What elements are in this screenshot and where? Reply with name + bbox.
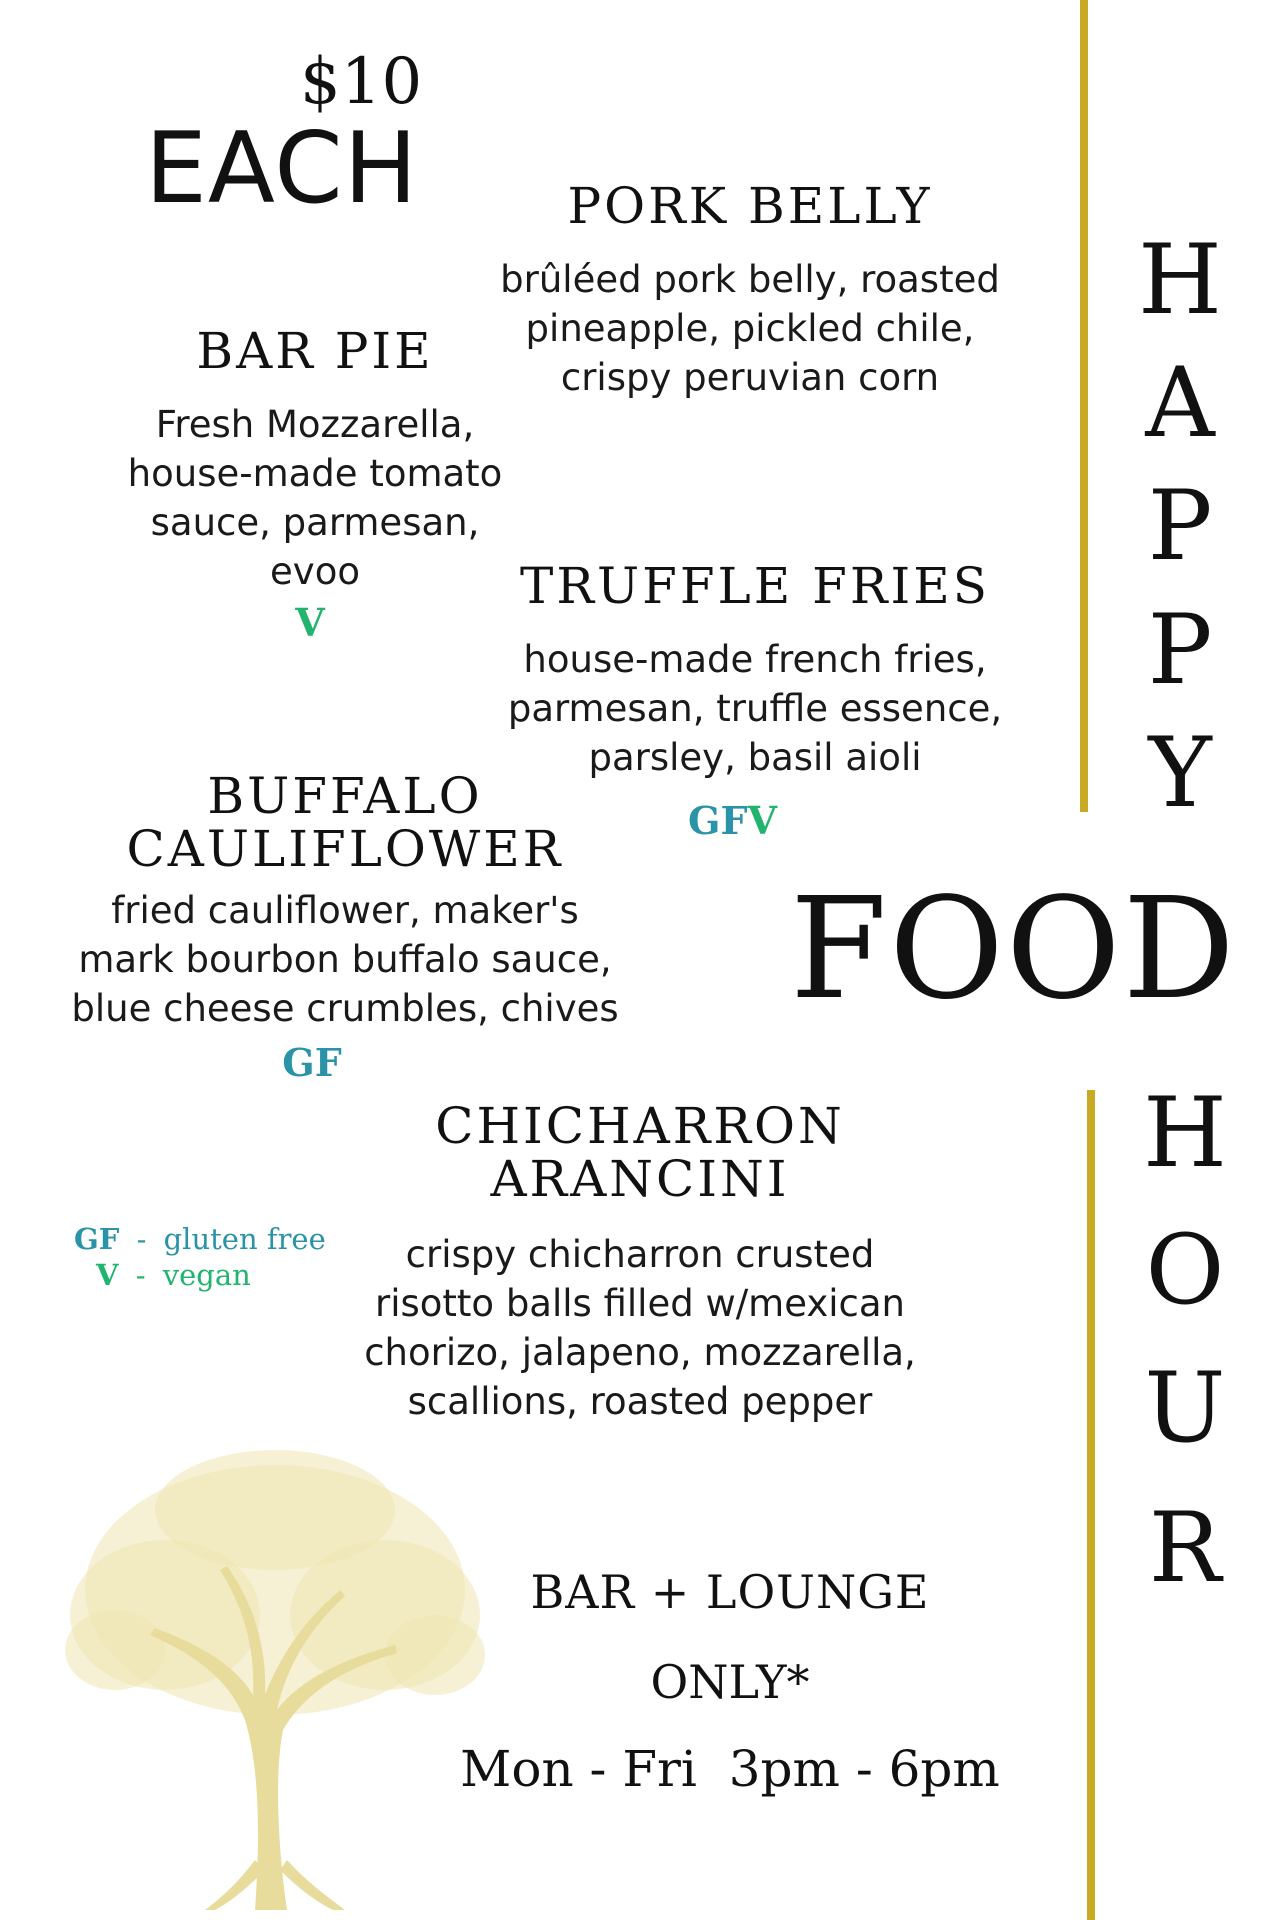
legend-row-gluten-free [74,1222,334,1256]
title-line: CHICHARRON [435,1097,845,1155]
chicharron-arancini-title [380,1097,900,1208]
desc-line: sauce, parmesan, [150,501,480,544]
desc-line: pineapple, pickled chile, [525,307,975,350]
legend-text: gluten free [163,1222,326,1256]
hour-letter-u: U [1144,1352,1226,1464]
only-label: ONLY* [650,1655,810,1709]
desc-line: evoo [270,550,360,593]
happy-letter-p: P [1147,470,1213,582]
legend-text: vegan [162,1258,251,1292]
desc-line: risotto balls filled w/mexican [375,1282,905,1325]
divider-line-top [1080,0,1088,812]
each-label: EACH [145,112,419,226]
desc-line: mark bourbon buffalo sauce, [78,938,612,981]
legend-code: GF [74,1222,120,1256]
desc-line: scallions, roasted pepper [407,1380,873,1423]
hour-letter-h: H [1143,1077,1227,1189]
desc-line: crispy chicharron crusted [405,1233,875,1276]
vegan-tag: V [295,600,325,645]
truffle-fries-description [465,635,1045,782]
gluten-free-tag: GF [688,798,748,843]
title-line: ARANCINI [490,1149,790,1208]
pork-belly-title: PORK BELLY [567,177,933,235]
gluten-free-tag: GF [282,1040,342,1085]
bar-pie-description [95,400,535,596]
happy-letter-a: A [1145,347,1215,459]
truffle-fries-title: TRUFFLE FRIES [520,557,990,615]
desc-line: chorizo, jalapeno, mozzarella, [364,1331,916,1374]
legend-code: V [96,1258,119,1292]
price-label: $10 [300,45,423,119]
desc-line: blue cheese crumbles, chives [71,987,619,1030]
divider-line-bottom [1087,1090,1095,1920]
bar-lounge-label: BAR + LOUNGE [530,1565,930,1619]
desc-line: house-made tomato [127,452,503,495]
truffle-fries-tags [688,798,777,843]
happy-letter-p: P [1147,594,1213,706]
desc-line: house-made french fries, [523,638,987,681]
desc-line: fried cauliflower, maker's [111,889,579,932]
desc-line: crispy peruvian corn [560,356,940,399]
chicharron-arancini-description [330,1230,950,1426]
buffalo-cauliflower-description [40,886,650,1033]
happy-letter-h: H [1138,224,1222,336]
legend-row-vegan [74,1258,334,1292]
legend-separator: - [135,1258,146,1292]
legend-separator: - [136,1222,147,1256]
food-heading: FOOD [790,868,1237,1031]
vegan-tag: V [747,798,777,843]
desc-line: brûléed pork belly, roasted [500,258,1000,301]
hour-letter-r: R [1148,1492,1222,1604]
title-line: BUFFALO [207,767,483,825]
hour-letter-o: O [1145,1214,1225,1326]
buffalo-cauliflower-title [80,767,610,878]
desc-line: parmesan, truffle essence, [507,687,1003,730]
pork-belly-description [460,255,1040,402]
title-line: CAULIFLOWER [126,819,564,878]
hours-label: Mon - Fri 3pm - 6pm [460,1740,1000,1798]
happy-letter-y: Y [1148,717,1212,829]
dietary-legend [74,1222,334,1292]
desc-line: parsley, basil aioli [588,736,922,779]
desc-line: Fresh Mozzarella, [155,403,475,446]
bar-pie-title: BAR PIE [196,322,434,380]
tree-icon [55,1440,495,1910]
